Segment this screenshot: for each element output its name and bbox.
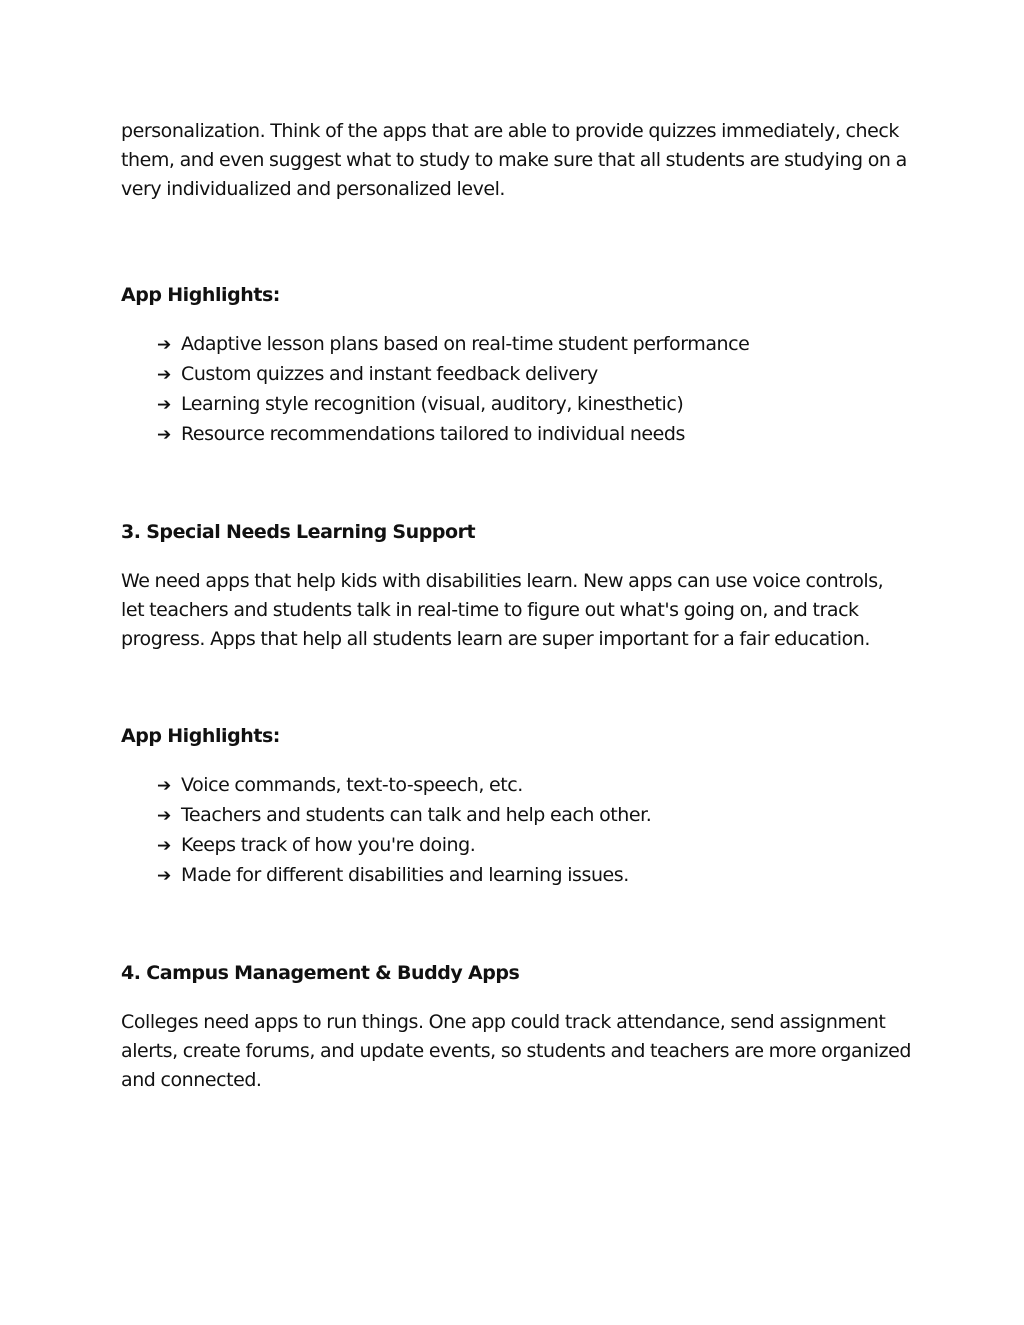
app-highlights-heading-2: App Highlights: (121, 725, 280, 747)
list-item-text: Adaptive lesson plans based on real-time student performance (181, 333, 750, 355)
section-4-heading: 4. Campus Management & Buddy Apps (121, 962, 520, 984)
section-4-paragraph: Colleges need apps to run things. One app could track attendance, send assignment alerts, create forums, and update events, so students and teachers are more organized and connected. (121, 1011, 911, 1091)
arrow-bullet-icon: ➔ (157, 395, 171, 415)
list-item (121, 390, 911, 420)
list-item (121, 771, 911, 801)
list-item (121, 360, 911, 390)
app-highlights-heading-1: App Highlights: (121, 284, 280, 306)
list-item-text: Keeps track of how you're doing. (181, 834, 476, 856)
list-item-text: Voice commands, text-to-speech, etc. (181, 774, 523, 796)
section-3-paragraph: We need apps that help kids with disabilities learn. New apps can use voice controls, let teachers and students talk in real-time to figure out what's going on, and track progress. Apps that help all students learn are super important for a fair education. (121, 570, 884, 650)
list-item (121, 831, 911, 861)
list-item (121, 330, 911, 360)
arrow-bullet-icon: ➔ (157, 335, 171, 355)
list-item-text: Teachers and students can talk and help each other. (181, 804, 652, 826)
arrow-bullet-icon: ➔ (157, 866, 171, 886)
list-item-text: Learning style recognition (visual, auditory, kinesthetic) (181, 393, 684, 415)
list-item-text: Custom quizzes and instant feedback delivery (181, 363, 598, 385)
app-highlights-list-1 (121, 330, 911, 450)
arrow-bullet-icon: ➔ (157, 836, 171, 856)
arrow-bullet-icon: ➔ (157, 365, 171, 385)
arrow-bullet-icon: ➔ (157, 806, 171, 826)
document-page (121, 117, 911, 1095)
list-item (121, 420, 911, 450)
section-3-heading: 3. Special Needs Learning Support (121, 521, 476, 543)
intro-paragraph: personalization. Think of the apps that are able to provide quizzes immediately, check them, and even suggest what to study to make sure that all students are studying on a very individualized and personalized level. (121, 120, 907, 200)
arrow-bullet-icon: ➔ (157, 776, 171, 796)
list-item-text: Resource recommendations tailored to individual needs (181, 423, 685, 445)
app-highlights-list-2 (121, 771, 911, 891)
arrow-bullet-icon: ➔ (157, 425, 171, 445)
list-item-text: Made for different disabilities and learning issues. (181, 864, 629, 886)
list-item (121, 861, 911, 891)
list-item (121, 801, 911, 831)
